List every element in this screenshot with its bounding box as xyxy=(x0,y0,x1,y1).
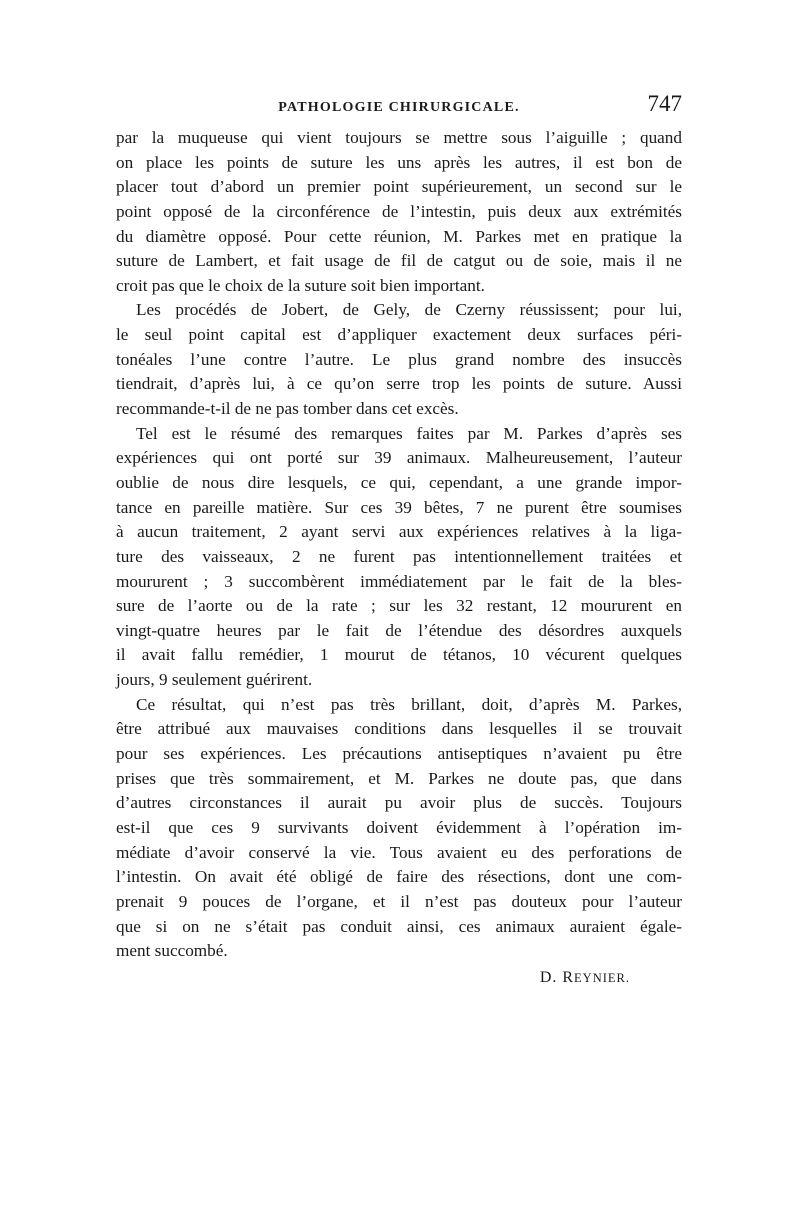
page-number: 747 xyxy=(647,91,682,116)
text-line: jours, 9 seulement guérirent. xyxy=(116,670,313,690)
text-line: point opposé de la circonférence de l’intestin, puis deux aux extrémités xyxy=(116,201,682,221)
text-line: sure de l’aorte ou de la rate ; sur les 32 restant, 12 moururent en xyxy=(116,596,682,616)
text-line: Les procédés de Jobert, de Gely, de Czerny réussissent; pour lui, xyxy=(136,300,682,320)
paragraph xyxy=(116,298,682,421)
text-line: par la muqueuse qui vient toujours se mettre sous l’aiguille ; quand xyxy=(116,128,682,147)
text-line: d’autres circonstances il aurait pu avoir plus de succès. Toujours xyxy=(116,793,682,813)
running-title: PATHOLOGIE CHIRURGICALE. xyxy=(278,100,520,115)
text-line: tance en pareille matière. Sur ces 39 bêtes, 7 ne purent être soumises xyxy=(116,497,682,517)
text-line: tonéales l’une contre l’autre. Le plus grand nombre des insuccès xyxy=(116,349,682,369)
paragraph xyxy=(116,126,682,298)
text-line: tiendrait, d’après lui, à ce qu’on serre trop les points de suture. Aussi xyxy=(116,374,682,394)
text-line: moururent ; 3 succombèrent immédiatement par le fait de la bles- xyxy=(116,571,682,591)
body-text xyxy=(116,126,682,964)
signature-surname-rest: EYNIER. xyxy=(574,971,630,985)
text-line: que si on ne s’était pas conduit ainsi, ces animaux auraient égale- xyxy=(116,916,682,936)
text-line: le seul point capital est d’appliquer exactement deux surfaces péri- xyxy=(116,325,682,345)
text-line: recommande-t-il de ne pas tomber dans cet excès. xyxy=(116,399,459,419)
text-line: on place les points de suture les uns après les autres, il est bon de xyxy=(116,152,682,172)
text-line: Tel est le résumé des remarques faites par M. Parkes d’après ses xyxy=(136,423,682,443)
text-line: expériences qui ont porté sur 39 animaux. Malheureusement, l’auteur xyxy=(116,448,682,468)
text-line: placer tout d’abord un premier point supérieurement, un second sur le xyxy=(116,177,682,197)
paragraph xyxy=(116,693,682,964)
text-line: croit pas que le choix de la suture soit bien important. xyxy=(116,275,485,295)
text-line: Ce résultat, qui n’est pas très brillant, doit, d’après M. Parkes, xyxy=(136,694,682,714)
text-line: suture de Lambert, et fait usage de fil de catgut ou de soie, mais il ne xyxy=(116,251,682,271)
paragraph xyxy=(116,422,682,693)
text-line: oublie de nous dire lesquels, ce qui, cependant, a une grande impor- xyxy=(116,472,682,492)
running-head xyxy=(116,91,682,120)
signature-surname-initial: R xyxy=(562,969,575,986)
text-line: pour ses expériences. Les précautions antiseptiques n’avaient pu être xyxy=(116,744,682,764)
text-line: être attribué aux mauvaises conditions dans lesquelles il se trouvait xyxy=(116,719,682,739)
text-line: ment succombé. xyxy=(116,941,228,961)
text-line: du diamètre opposé. Pour cette réunion, M. Parkes met en pratique la xyxy=(116,226,682,246)
text-line: est-il que ces 9 survivants doivent évidemment à l’opération im- xyxy=(116,817,682,837)
text-line: vingt-quatre heures par le fait de l’étendue des désordres auxquels xyxy=(116,620,682,640)
text-line: l’intestin. On avait été obligé de faire des résections, dont une com- xyxy=(116,867,682,887)
text-line: prenait 9 pouces de l’organe, et il n’est pas douteux pour l’auteur xyxy=(116,891,682,911)
author-signature xyxy=(540,966,630,990)
text-line: il avait fallu remédier, 1 mourut de tétanos, 10 vécurent quelques xyxy=(116,645,682,665)
text-line: à aucun traitement, 2 ayant servi aux expériences relatives à la liga- xyxy=(116,522,682,542)
text-line: ture des vaisseaux, 2 ne furent pas intentionnellement traitées et xyxy=(116,546,682,566)
text-line: prises que très sommairement, et M. Parkes ne doute pas, que dans xyxy=(116,768,682,788)
signature-initial: D. xyxy=(539,969,558,986)
text-line: médiate d’avoir conservé la vie. Tous avaient eu des perforations de xyxy=(116,842,682,862)
